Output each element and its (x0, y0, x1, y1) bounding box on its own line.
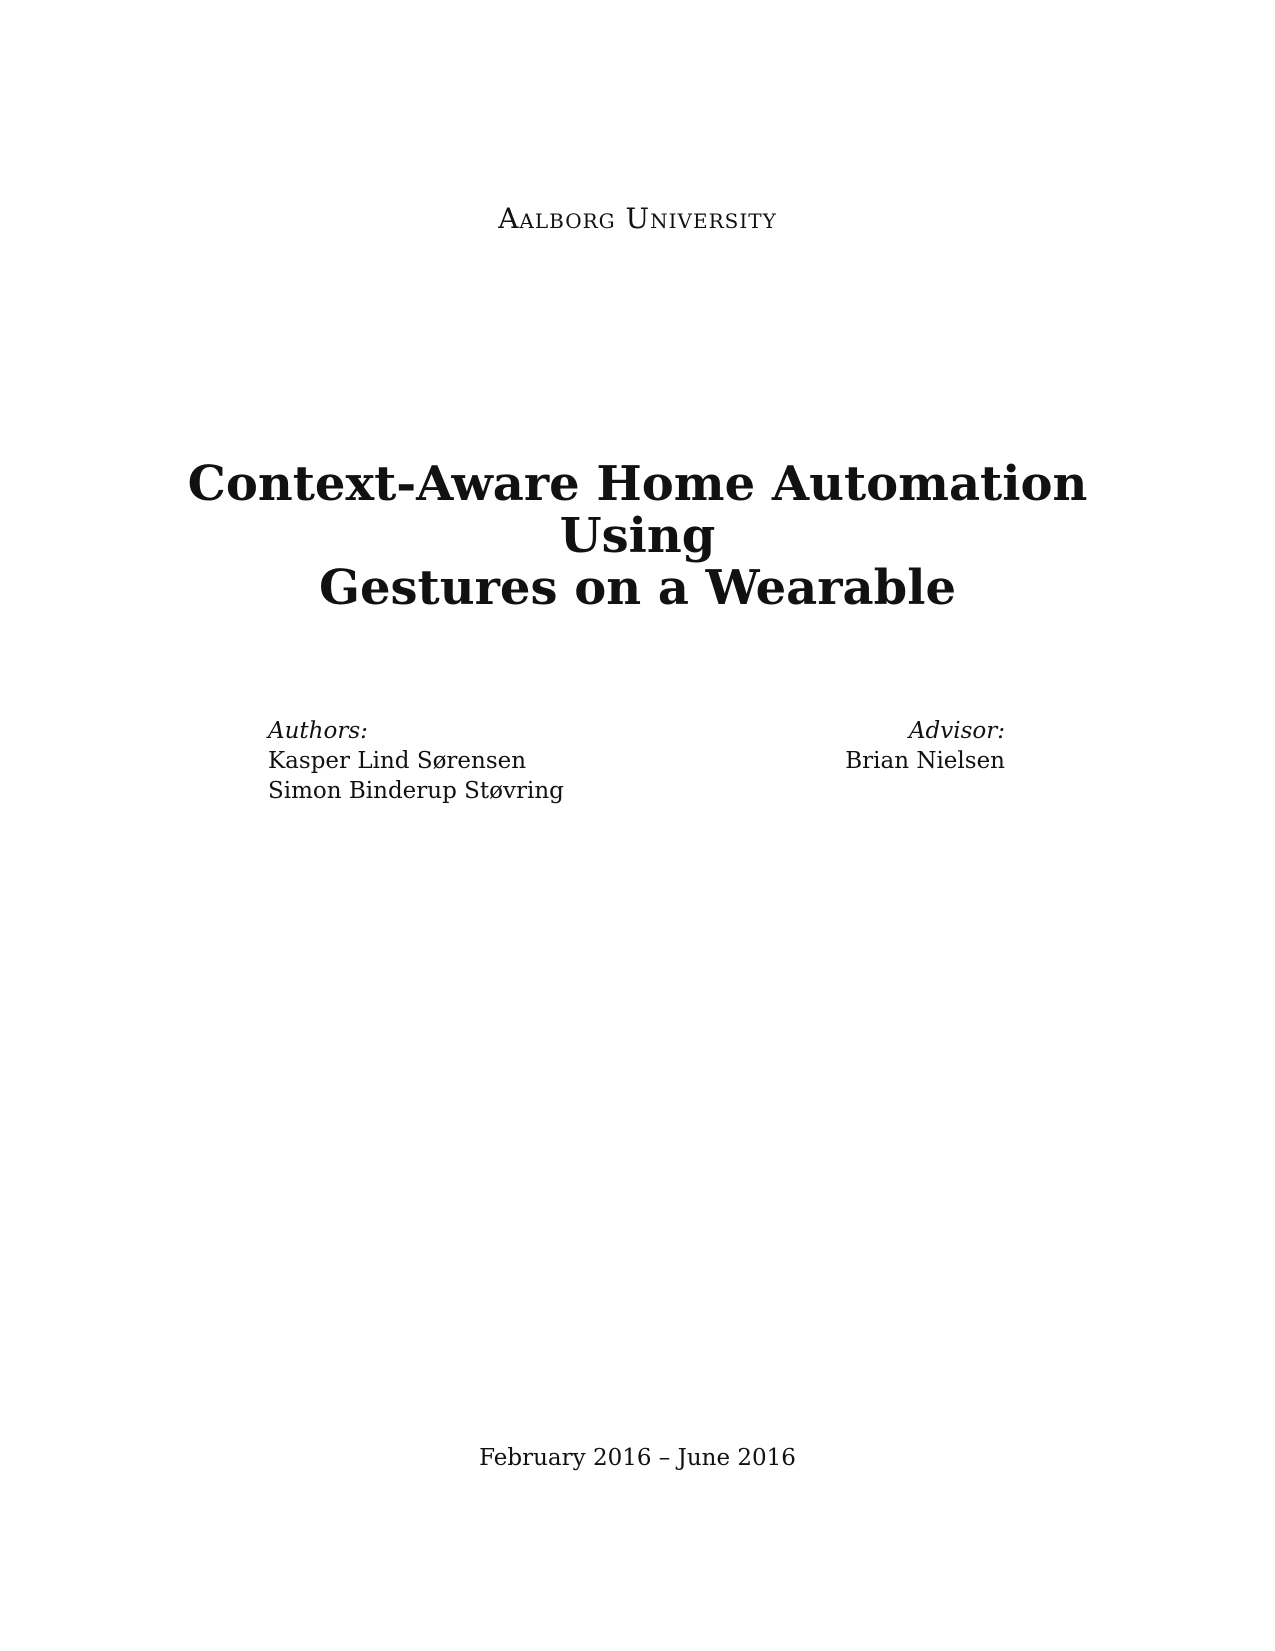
authors-block (268, 716, 564, 806)
thesis-title-line-2: Gestures on a Wearable (319, 560, 956, 616)
advisor-name: Brian Nielsen (845, 748, 1005, 774)
date-range: February 2016 – June 2016 (479, 1445, 796, 1471)
university-name: Aalborg University (498, 202, 777, 235)
thesis-title (160, 458, 1115, 614)
authors-label: Authors: (268, 718, 368, 744)
advisor-block (845, 716, 1005, 776)
author-name: Kasper Lind Sørensen (268, 748, 527, 774)
advisor-label: Advisor: (908, 718, 1005, 744)
thesis-title-line-1: Context-Aware Home Automation Using (187, 456, 1088, 564)
author-name: Simon Binderup Støvring (268, 778, 564, 804)
